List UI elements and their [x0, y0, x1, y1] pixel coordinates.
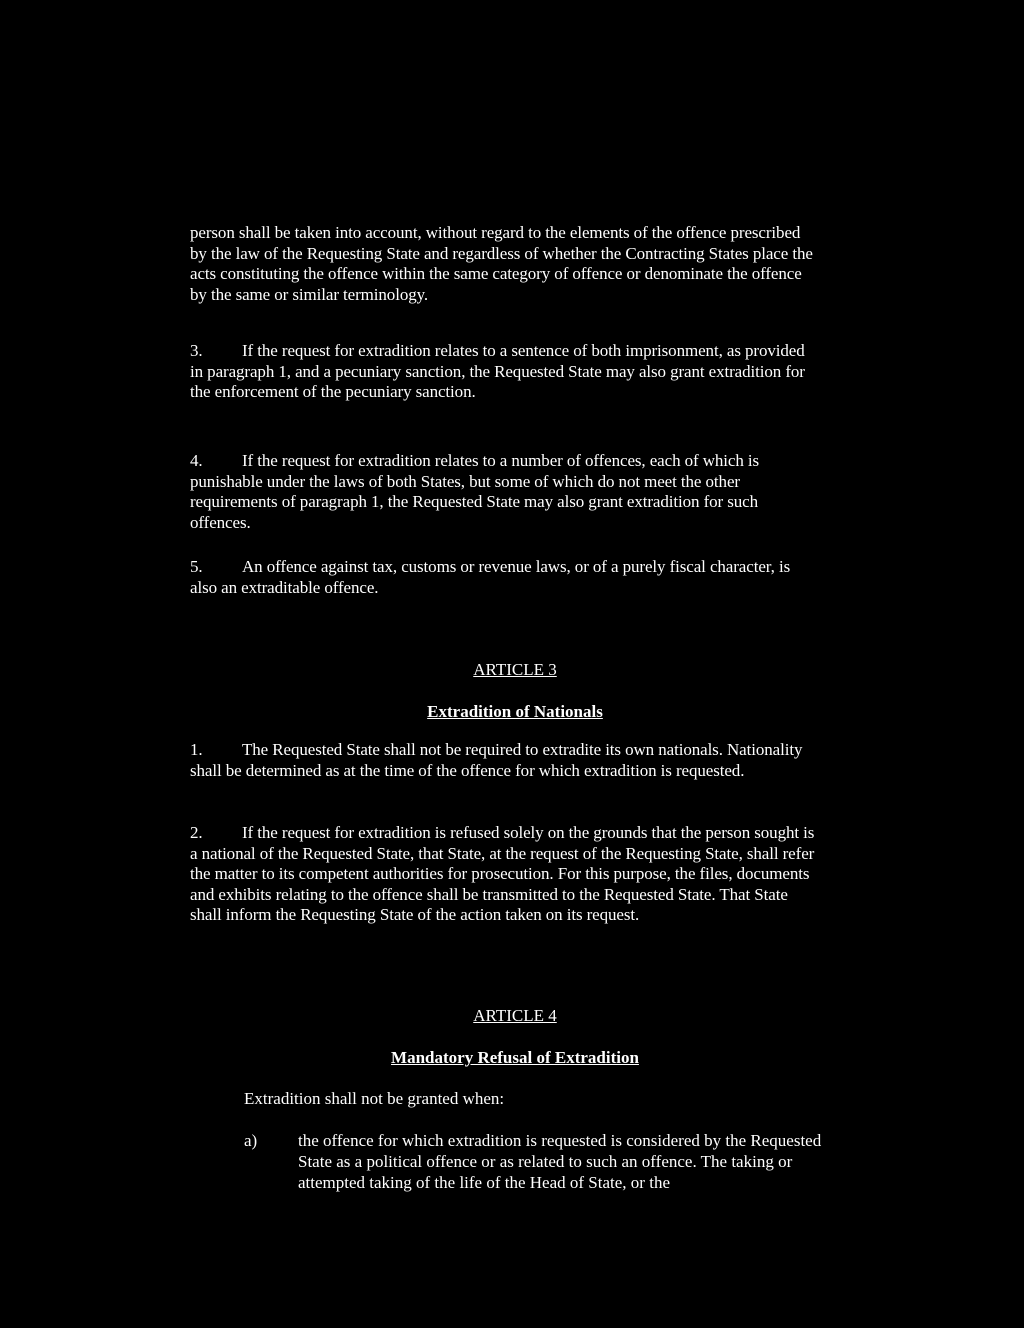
article3-paragraph-2	[190, 823, 820, 926]
paragraph-number: 1.	[190, 740, 203, 759]
article4-title: Mandatory Refusal of Extradition	[391, 1048, 639, 1067]
paragraph-text: If the request for extradition relates to a number of offences, each of which is punishable under the laws of both States, but some of which do not meet the other requirements of paragraph 1, the Requested State may also grant extradition for such offences.	[190, 451, 760, 532]
article4-heading: ARTICLE 4	[473, 1006, 557, 1025]
paragraph-number: 4.	[190, 451, 203, 470]
article2-paragraph-5	[190, 557, 820, 598]
paragraph-text: If the request for extradition relates to a sentence of both imprisonment, as provided in paragraph 1, and a pecuniary sanction, the Requested State may also grant extradition for the enforcement of the pecuniary sanction.	[190, 341, 805, 401]
article3-paragraph-1	[190, 740, 820, 781]
paragraph-text: An offence against tax, customs or revenue laws, or of a purely fiscal character, is also an extraditable offence.	[190, 557, 791, 597]
item-label: a)	[244, 1131, 258, 1150]
refusal-item-a	[244, 1130, 824, 1193]
article2-paragraph-3	[190, 341, 820, 403]
article4-intro: Extradition shall not be granted when:	[244, 1089, 505, 1108]
paragraph-number: 3.	[190, 341, 203, 360]
paragraph-number: 5.	[190, 557, 203, 576]
article3-heading: ARTICLE 3	[473, 660, 557, 679]
continuation-paragraph: person shall be taken into account, without regard to the elements of the offence prescribed by the law of the Requesting State and regardless of whether the Contracting States place the acts constituting the offence within the same category of offence or denominate the offence by the same or similar terminology.	[190, 223, 813, 304]
article2-paragraph-4	[190, 451, 820, 533]
item-text: the offence for which extradition is requested is considered by the Requested State as a political offence or as related to such an offence. The taking or attempted taking of the life of the Head of State, or the	[298, 1131, 822, 1192]
paragraph-text: If the request for extradition is refused solely on the grounds that the person sought is a national of the Requested State, that State, at the request of the Requesting State, shall refer the matter to its competent authorities for prosecution. For this purpose, the files, documents and exhibits relating to the offence shall be transmitted to the Requested State. That State shall inform the Requesting State of the action taken on its request.	[190, 823, 815, 924]
paragraph-text: The Requested State shall not be required to extradite its own nationals. Nationality shall be determined as at the time of the offence for which extradition is requested.	[190, 740, 803, 780]
article3-title: Extradition of Nationals	[427, 702, 603, 721]
paragraph-number: 2.	[190, 823, 203, 842]
